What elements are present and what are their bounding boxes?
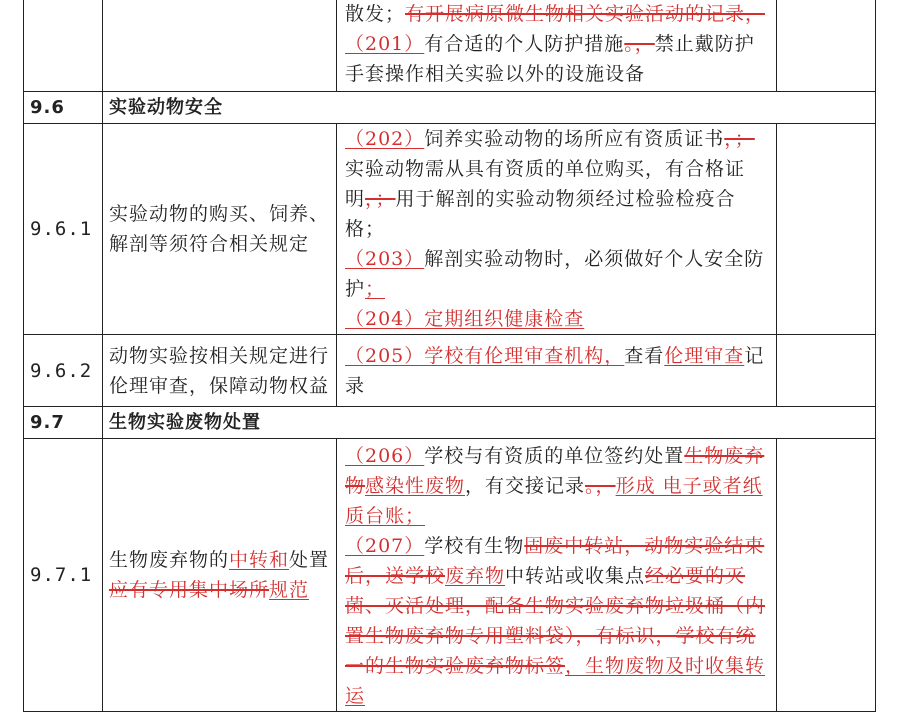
text-segment: 生物废弃物的 [109, 549, 230, 571]
cell-item [103, 439, 337, 712]
section-row-9-6 [24, 92, 876, 124]
deleted-text: 有开展病原微生物相关实验活动的记录， [405, 3, 766, 25]
cell-notes [777, 124, 876, 335]
section-title: 生物实验废物处置 [103, 407, 876, 439]
section-number: 9.7 [24, 407, 103, 439]
inserted-text: ，生物废物及时收集转运 [345, 655, 766, 707]
section-row-9-7 [24, 407, 876, 439]
cell-notes [777, 0, 876, 92]
section-title: 实验动物安全 [103, 92, 876, 124]
inserted-text: 规范 [269, 579, 310, 601]
inserted-text: （206） [345, 445, 425, 467]
text-segment: 中转站或收集点 [505, 565, 646, 587]
deleted-text: 应有专用集中场所 [109, 579, 270, 601]
cell-item [103, 0, 337, 92]
cell-requirement [337, 439, 777, 712]
inserted-text: （201） [345, 33, 425, 55]
cell-requirement [337, 124, 777, 335]
deleted-text: 。， [624, 33, 655, 55]
deleted-text: 经必要的灭菌、灭活处理，配备生物实验废弃物垃圾桶（内置生物废弃物专用塑料袋），有标识，学校有统一的生物实验废弃物标签 [345, 565, 766, 677]
inserted-text: ； [365, 278, 386, 300]
deleted-text: 生物废弃物 [345, 445, 765, 497]
section-number: 9.6 [24, 92, 103, 124]
deleted-text: ，； [365, 188, 396, 210]
cell-notes [777, 439, 876, 712]
cell-number: 9.7.1 [24, 439, 103, 712]
cell-number: 9.6.1 [24, 124, 103, 335]
inserted-text: 形成 电子或者纸质台账； [345, 475, 763, 527]
inserted-text: 中转和 [229, 549, 290, 571]
text-segment: 记录 [345, 344, 765, 397]
text-segment: 学校与有资质的单位签约处置 [424, 445, 685, 467]
text-segment: 实验动物需从具有资质的单位购买，有合格证明 [345, 158, 746, 210]
cell-item: 实验动物的购买、饲养、解剖等须符合相关规定 [103, 124, 337, 335]
text-segment: 有合适的个人防护措施 [424, 33, 625, 55]
cell-requirement [337, 335, 777, 407]
text-segment: 解剖实验动物时，必须做好个人安全防护 [345, 248, 765, 300]
table-row-9-6-1 [24, 124, 876, 335]
cell-item: 动物实验按相关规定进行伦理审查，保障动物权益 [103, 335, 337, 407]
cell-requirement [337, 0, 777, 92]
text-segment: 禁止戴防护手套操作相关实验以外的设施设备 [345, 33, 755, 85]
text-segment: 学校有生物 [424, 535, 525, 557]
text-segment: 用于解剖的实验动物须经过检验检疫合格； [345, 188, 736, 240]
deleted-text: 固废中转站，动物实验结束后，送学校 [345, 535, 765, 587]
inserted-text: 伦理审查 [664, 344, 745, 367]
cell-number [24, 0, 103, 92]
table-row-9-6-2 [24, 335, 876, 407]
table-row [24, 0, 876, 92]
text-segment: 饲养实验动物的场所应有资质证书 [424, 128, 725, 150]
text-segment: 散发； [345, 3, 406, 25]
text-segment: 处置 [289, 549, 330, 571]
inserted-text: （207） [345, 535, 425, 557]
inserted-text: （202） [345, 128, 425, 150]
deleted-text: 。， [585, 475, 616, 497]
inspection-table [23, 0, 876, 712]
inserted-text: 感染性废物 [365, 475, 466, 497]
cell-notes [777, 335, 876, 407]
text-segment: ，有交接记录 [465, 475, 586, 497]
inserted-text: 废弃物 [445, 565, 506, 587]
table-row-9-7-1 [24, 439, 876, 712]
cell-number: 9.6.2 [24, 335, 103, 407]
inserted-text: （204）定期组织健康检查 [345, 308, 585, 330]
inserted-text: （203） [345, 248, 425, 270]
deleted-text: ，； [724, 128, 755, 150]
inserted-text: （205）学校有伦理审查机构， [345, 344, 625, 367]
text-segment: 查看 [624, 344, 665, 367]
